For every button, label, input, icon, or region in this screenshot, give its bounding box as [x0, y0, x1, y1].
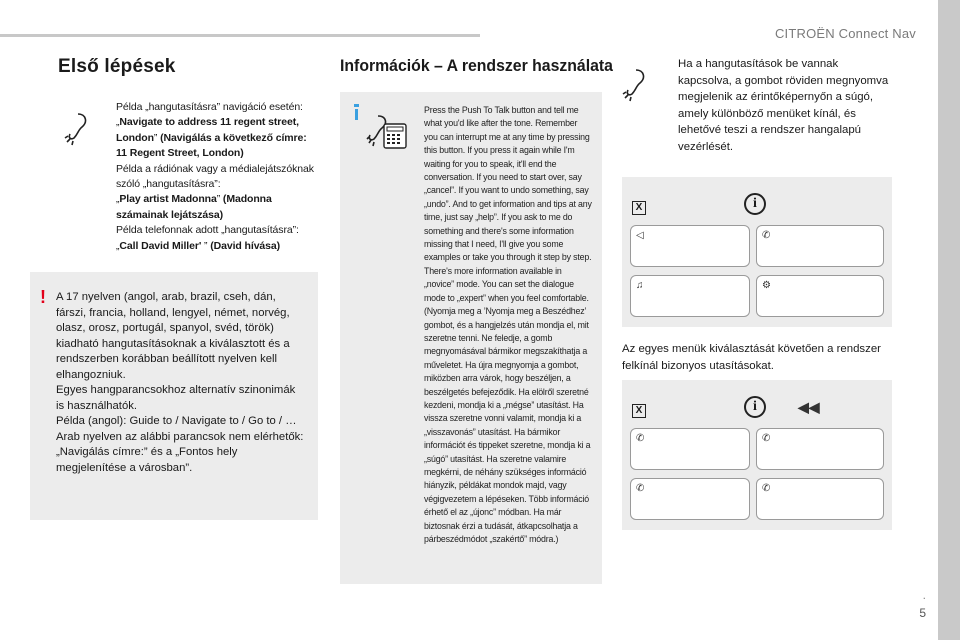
command-button-4[interactable]	[756, 478, 884, 520]
header-brand: CITROËN Connect Nav	[774, 26, 916, 41]
voice-example-nav-label: Példa „hangutasításra” navigáció esetén:	[116, 101, 303, 113]
info-circle-icon[interactable]: i	[744, 193, 766, 215]
push-to-talk-icon	[366, 110, 408, 152]
voice-command-icon	[622, 68, 656, 102]
command-button-2[interactable]	[756, 428, 884, 470]
voice-command-icon	[64, 112, 98, 146]
phone-icon: ✆	[762, 433, 771, 444]
header-rule	[0, 34, 480, 37]
voice-help-text: Ha a hangutasítások be vannak kapcsolva, a gombot röviden megnyomva megjelenik az érintőképernyőn a súgó, amely különböző menüket kínál, és lehetővé teszi a rendszer hangalapú vezérlését.	[678, 58, 889, 153]
info-circle-icon[interactable]: i	[744, 396, 766, 418]
close-icon[interactable]: X	[632, 404, 646, 418]
voice-help-description	[622, 56, 892, 155]
info-icon	[354, 104, 359, 120]
settings-icon: ⚙	[762, 280, 771, 291]
menu-settings-button[interactable]	[756, 275, 884, 317]
section-title-first-steps: Első lépések	[58, 56, 176, 77]
warning-synonyms: Egyes hangparancsokhoz alternatív szinonimák is használhatók.	[56, 384, 296, 412]
back-icon[interactable]: ◀◀	[798, 399, 820, 415]
warning-languages: A 17 nyelven (angol, arab, brazil, cseh, dán, fárszi, francia, holland, lengyel, német, norvég, olasz, orosz, portugál, spanyol, svéd, török) kiadható hangutasításoknak a kiválasztott és a rendszerben korábban beállított nyelven kell elhangozniuk.	[56, 291, 290, 381]
column-voice-help	[622, 56, 892, 530]
page-dot: .	[922, 588, 926, 602]
warning-arabic: Arab nyelven az alábbi parancsok nem elérhetők: „Navigálás címre:” és a „Fontos hely megjelenítése a városban”.	[56, 430, 304, 474]
close-icon[interactable]: X	[632, 201, 646, 215]
voice-example-nav-command: „Navigate to address 11 regent street, London” (Navigálás a következő címre: 11 Regent Street, London)	[116, 116, 307, 160]
music-icon: ♫	[636, 280, 644, 291]
menu-media-button[interactable]	[630, 275, 750, 317]
page-side-bar	[938, 0, 960, 640]
phone-icon: ✆	[636, 433, 645, 444]
column-first-steps	[40, 56, 320, 520]
voice-help-transcript: Press the Push To Talk button and tell me what you'd like after the tone. Remember you can interrupt me at any time by pressing this button. If you press it again while I'm waiting for you to speak, it'll end the conversation. If you need to start over, say „cancel”. If you want to undo something, say „undo”. And to get information and tips at any time, just say „help”. If you ask to me do something and there's some information missing that I need, I'll give you some examples or take you through it step by step. There's more information available in „novice” mode. You can set the dialogue mode to „expert” when you feel comfortable. (Nyomja meg a ’Nyomja meg a Beszédhez’ gombot, és a hangjelzés után mondja el, mit szeretne tenni. Ne feledje, a gomb megnyomásával bármikor megszakíthatja a műveletet. Ha újra megnyomja a gombot, miközben arra várok, hogy beszéljen, a beszélgetés befejeződik. Ha elölről szeretné kezdeni, mondja ki a „mégse” utasítást. Ha vissza szeretne vonni valamit, mondja ki a „visszavonás” utasítást. Ha bármikor információt és tippeket szeretne, mondja ki a „súgó” utasítást. Ha szeretne valamire megkérni, de néhány szükséges információ hiányzik, példákat mondok majd, vagy végigvezetem a lépéseken. Több információ érhető el az „újonc” módban. Ha már biztosnak érzi a tudását, átkapcsolhatja a párbeszédmódot „szakértő” módra.)	[424, 105, 592, 545]
voice-example-radio-command: „Play artist Madonna” (Madonna számainak lejátszása)	[116, 193, 272, 221]
voice-example-phone-command: „Call David Miller' ” (David hívása)	[116, 239, 281, 252]
menu-phone-button[interactable]	[756, 225, 884, 267]
help-screen-main-menu	[622, 177, 892, 327]
phone-icon: ✆	[636, 483, 645, 494]
info-box	[340, 92, 602, 584]
language-warning-box	[30, 272, 318, 520]
help-screen-submenu	[622, 380, 892, 530]
command-button-1[interactable]	[630, 428, 750, 470]
phone-icon: ✆	[762, 230, 771, 241]
voice-example-phone-label: Példa telefonnak adott „hangutasításra”:	[116, 224, 299, 237]
section-title-info: Információk – A rendszer használata	[340, 56, 613, 75]
page-number: 5	[919, 606, 926, 620]
command-button-3[interactable]	[630, 478, 750, 520]
navigation-icon: ◁	[636, 230, 644, 241]
warning-icon: !	[40, 287, 46, 308]
column-system-info	[340, 56, 613, 584]
menu-navigation-button[interactable]	[630, 225, 750, 267]
voice-examples	[58, 100, 320, 254]
voice-example-radio-label: Példa a rádiónak vagy a médialejátszóknak szóló „hangutasításra”:	[116, 162, 314, 191]
phone-icon: ✆	[762, 483, 771, 494]
menu-caption: Az egyes menük kiválasztását követően a rendszer felkínál bizonyos utasításokat.	[622, 343, 881, 372]
warning-example: Példa (angol): Guide to / Navigate to / Go to / …	[56, 415, 297, 428]
